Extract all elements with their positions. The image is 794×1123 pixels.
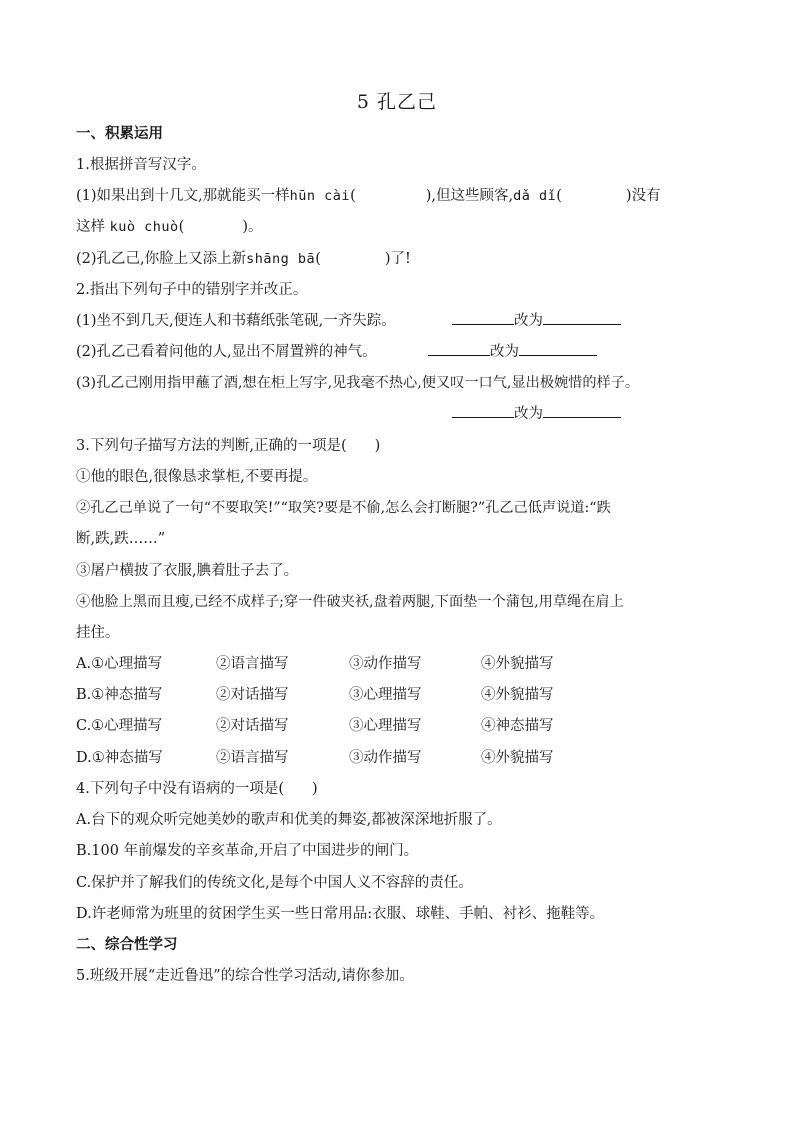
q1-text: 这样	[76, 219, 105, 235]
close-paren: )	[374, 438, 381, 454]
section-heading-comprehensive: 二、综合性学习	[76, 937, 178, 953]
close-paren: )	[312, 781, 318, 797]
question-3-sentence-4-cont: 挂住。	[76, 625, 120, 641]
option-part: ④外貌描写	[481, 656, 554, 672]
question-1-line-2	[76, 216, 724, 238]
option-part: D.①神态描写	[76, 750, 163, 766]
lesson-title: 5 孔乙己	[356, 91, 438, 113]
q3-stem-text: 3.下列句子描写方法的判断,正确的一项是(	[76, 438, 347, 454]
pinyin-da-di: dǎ dǐ	[513, 188, 557, 204]
question-3-sentence-1: ①他的眼色,很像恳求掌柜,不要再提。	[76, 469, 318, 485]
q1-text: (2)孔乙己,你脸上又添上新	[76, 251, 247, 267]
change-to-label: 改为	[514, 406, 543, 422]
q2-sentence-text: (1)坐不到几天,便连人和书藉纸张笔砚,一齐失踪。	[76, 313, 396, 329]
question-1-line-1	[76, 185, 724, 207]
option-part: ②对话描写	[216, 687, 289, 703]
open-paren: (	[350, 188, 356, 204]
question-2-stem: 2.指出下列句子中的错别字并改正。	[76, 282, 308, 298]
option-part: B.①神态描写	[76, 687, 163, 703]
q1-text: )没有	[625, 188, 661, 204]
question-2-sentence-2	[76, 341, 724, 363]
wrong-char-blank[interactable]	[452, 403, 514, 418]
q4-option-c[interactable]: C.保护并了解我们的传统文化,是每个中国人义不容辞的责任。	[76, 875, 473, 891]
correction-row	[452, 403, 621, 425]
option-part: ④外貌描写	[481, 687, 554, 703]
option-part: ②语言描写	[216, 750, 289, 766]
option-part: A.①心理描写	[76, 656, 163, 672]
q1-text: ),但这些顾客,	[425, 188, 514, 204]
correct-char-blank[interactable]	[543, 310, 621, 325]
question-1-stem: 1.根据拼音写汉字。	[76, 157, 206, 173]
question-4-stem	[76, 778, 724, 800]
pinyin-shang-ba: shāng bā	[246, 251, 316, 267]
open-paren: (	[178, 219, 185, 235]
question-1-line-3	[76, 248, 724, 270]
option-part: ②对话描写	[216, 718, 289, 734]
wrong-char-blank[interactable]	[428, 341, 490, 356]
section-heading-accumulation: 一、积累运用	[76, 126, 163, 142]
q4-stem-text: 4.下列句子中没有语病的一项是(	[76, 781, 284, 797]
option-part: ③动作描写	[349, 750, 422, 766]
q4-option-b[interactable]: B.100 年前爆发的辛亥革命,开启了中国进步的闸门。	[76, 843, 419, 859]
correction-row	[452, 310, 621, 332]
option-part: ③心理描写	[349, 687, 422, 703]
open-paren: (	[556, 188, 562, 204]
question-5-stem: 5.班级开展“走近鲁迅”的综合性学习活动,请你参加。	[76, 968, 414, 984]
q1-text: )了!	[384, 251, 411, 267]
question-3-stem	[76, 435, 724, 457]
change-to-label: 改为	[490, 344, 519, 360]
q2-sentence-text: (2)孔乙己看着问他的人,显出不屑置辨的神气。	[76, 344, 377, 360]
option-part: ③动作描写	[349, 656, 422, 672]
wrong-char-blank[interactable]	[452, 310, 514, 325]
open-paren: (	[315, 251, 321, 267]
question-2-sentence-3: (3)孔乙己刚用指甲蘸了酒,想在柜上写字,见我毫不热心,便又叹一口气,显出极婉惜的样子。	[76, 375, 640, 391]
q4-option-d[interactable]: D.许老师常为班里的贫困学生买一些日常用品:衣服、球鞋、手帕、衬衫、拖鞋等。	[76, 906, 605, 922]
question-2-sentence-1	[76, 310, 724, 332]
pinyin-kuo-chuo: kuò chuò	[109, 219, 179, 235]
change-to-label: 改为	[514, 313, 543, 329]
question-3-sentence-3: ③屠户横披了衣服,腆着肚子去了。	[76, 563, 299, 579]
option-part: ④外貌描写	[481, 750, 554, 766]
q4-option-a[interactable]: A.台下的观众听完她美妙的歌声和优美的舞姿,都被深深地折服了。	[76, 812, 502, 828]
question-3-sentence-4: ④他脸上黑而且瘦,已经不成样子;穿一件破夹袄,盘着两腿,下面垫一个蒲包,用草绳在肩上	[76, 594, 624, 610]
correct-char-blank[interactable]	[519, 341, 597, 356]
q1-text: )。	[242, 219, 263, 235]
option-part: ③心理描写	[349, 718, 422, 734]
correction-row	[428, 341, 597, 363]
pinyin-hun-cai: hūn cài	[289, 188, 351, 204]
option-part: C.①心理描写	[76, 718, 163, 734]
correct-char-blank[interactable]	[543, 403, 621, 418]
option-part: ②语言描写	[216, 656, 289, 672]
question-3-sentence-2-cont: 断,跌,跌……”	[76, 531, 166, 547]
option-part: ④神态描写	[481, 718, 554, 734]
q1-text: (1)如果出到十几文,那就能买一样	[76, 188, 290, 204]
question-3-sentence-2: ②孔乙己单说了一句“不要取笑!”“取笑?要是不偷,怎么会打断腿?”孔乙己低声说道:“跌	[76, 500, 611, 516]
